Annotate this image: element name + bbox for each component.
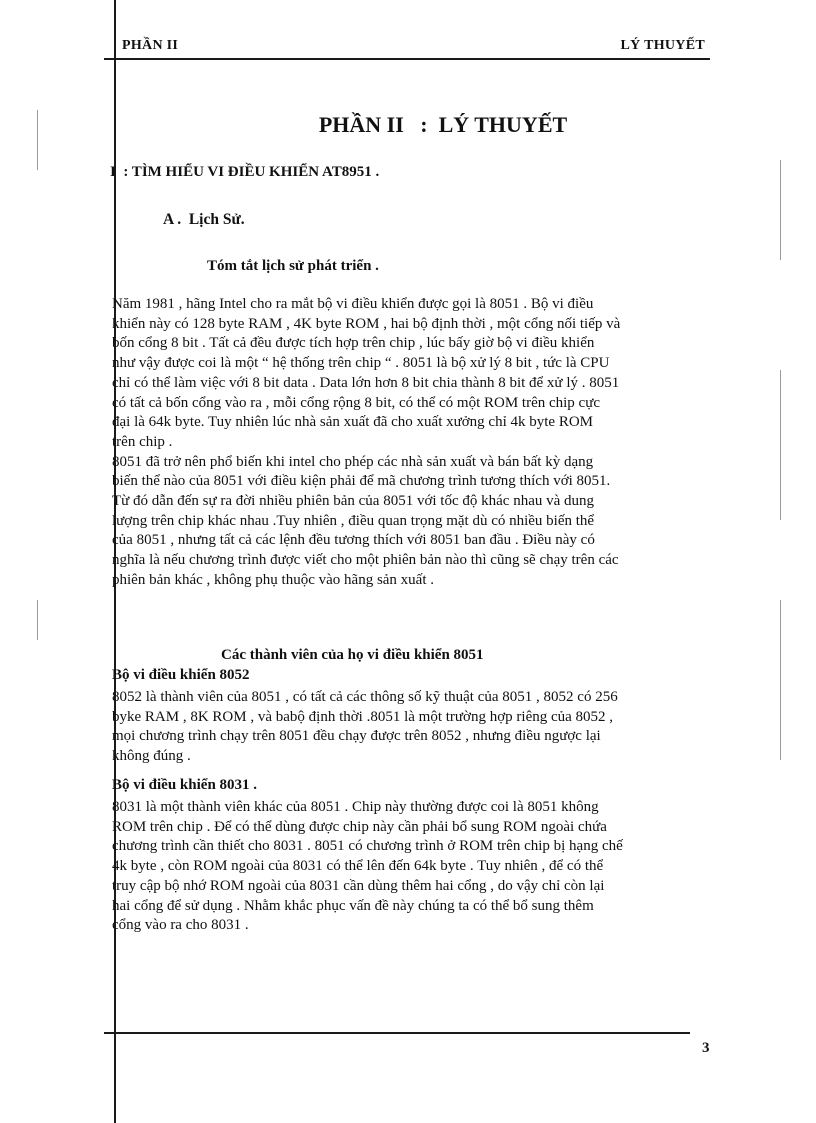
scan-artifact-right-1: [780, 160, 781, 260]
page-title: PHẦN II : LÝ THUYẾT: [318, 112, 568, 137]
text-line: Năm 1981 , hãng Intel cho ra mắt bộ vi điều khiển được gọi là 8051 . Bộ vi điều: [112, 296, 594, 312]
header-left: PHẦN II: [122, 38, 179, 53]
text-line: 4k byte , còn ROM ngoài của 8031 có thể lên đến 64k byte . Tuy nhiên , để có thể: [112, 858, 604, 875]
scan-artifact-left-2: [37, 600, 38, 640]
text-line: như vậy được coi là một “ hệ thống trên chip “ . 8051 là bộ xử lý 8 bit , tức là CPU: [112, 355, 610, 372]
text-line: chỉ có thể làm việc với 8 bit data . Data lớn hơn 8 bit chia thành 8 bit để xử lý . 8051: [112, 374, 620, 391]
text-line: mọi chương trình chạy trên 8051 đều chạy được trên 8052 , nhưng điều ngược lại: [112, 728, 601, 745]
text-line: có tất cả bốn cổng vào ra , mỗi cổng rộng 8 bit, có thể có một ROM trên chip cực: [112, 394, 600, 411]
heading-8031: Bộ vi điều khiển 8031 .: [112, 777, 258, 793]
text-line: ROM trên chip . Để có thể dùng được chip này cần phải bổ sung ROM ngoài chứa: [112, 818, 607, 835]
text-line: khiển này có 128 byte RAM , 4K byte ROM , hai bộ định thời , một cổng nối tiếp và: [112, 315, 621, 332]
text-line: nghĩa là nếu chương trình được viết cho một phiên bản nào thì cũng sẽ chạy trên các: [112, 552, 619, 569]
section-heading-a: A . Lịch Sử.: [163, 211, 245, 228]
subheading-summary: Tóm tắt lịch sử phát triển .: [207, 258, 379, 274]
footer-rule: [104, 1032, 690, 1034]
text-line: Từ đó dẫn đến sự ra đời nhiều phiên bản của 8051 với tốc độ khác nhau và dung: [112, 493, 595, 510]
text-line: của 8051 , nhưng tất cả các lệnh đều tương thích với 8051 ban đầu . Điều này có: [112, 532, 595, 549]
paragraph-8052: [112, 688, 712, 767]
text-line: 8052 là thành viên của 8051 , có tất cả các thông số kỹ thuật của 8051 , 8052 có 256: [112, 689, 618, 705]
header-right: LÝ THUYẾT: [620, 38, 705, 53]
text-line: byke RAM , 8K ROM , và babộ định thời .8051 là một trường hợp riêng của 8052 ,: [112, 708, 614, 725]
text-line: hai cổng để sử dụng . Nhằm khắc phục vấn đề này chúng ta có thể bổ sung thêm: [112, 897, 594, 914]
scan-artifact-right-3: [780, 600, 781, 760]
heading-8052: Bộ vi điều khiển 8052: [112, 667, 250, 683]
text-line: 8031 là một thành viên khác của 8051 . Chip này thường được coi là 8051 không: [112, 799, 599, 815]
text-line: trên chip .: [112, 433, 173, 450]
text-line: lượng trên chip khác nhau .Tuy nhiên , điều quan trọng mặt dù có nhiều biến thể: [112, 512, 595, 529]
history-paragraph: [112, 295, 712, 591]
text-line: đại là 64k byte. Tuy nhiên lúc nhà sản xuất đã cho xuất xưởng chỉ 4k byte ROM: [112, 414, 593, 431]
text-line: bốn cổng 8 bit . Tất cả đều được tích hợp trên chip , lúc bấy giờ bộ vi điều khiển: [112, 335, 595, 352]
text-line: phiên bản khác , không phụ thuộc vào hãng sản xuất .: [112, 571, 435, 588]
paragraph-8031: [112, 798, 712, 936]
text-line: 8051 đã trở nên phổ biến khi intel cho phép các nhà sản xuất và bán bất kỳ dạng: [112, 453, 594, 470]
text-line: không đúng .: [112, 748, 191, 765]
header-rule: [104, 58, 710, 60]
text-line: truy cập bộ nhớ ROM ngoài của 8031 cần dùng thêm hai cổng , do vậy chỉ còn lại: [112, 877, 605, 894]
text-line: biến thể nào của 8051 với điều kiện phải để mã chương trình tương thích với 8051.: [112, 473, 611, 490]
text-line: chương trình cần thiết cho 8031 . 8051 có chương trình ở ROM trên chip bị hạng chế: [112, 838, 623, 855]
page-number: 3: [702, 1040, 710, 1056]
section-heading-i: I : TÌM HIỂU VI ĐIỀU KHIỂN AT8951 .: [110, 164, 380, 180]
text-line: cổng vào ra cho 8031 .: [112, 917, 249, 934]
subheading-members: Các thành viên của họ vi điều khiển 8051: [221, 647, 484, 663]
scan-artifact-right-2: [780, 370, 781, 520]
